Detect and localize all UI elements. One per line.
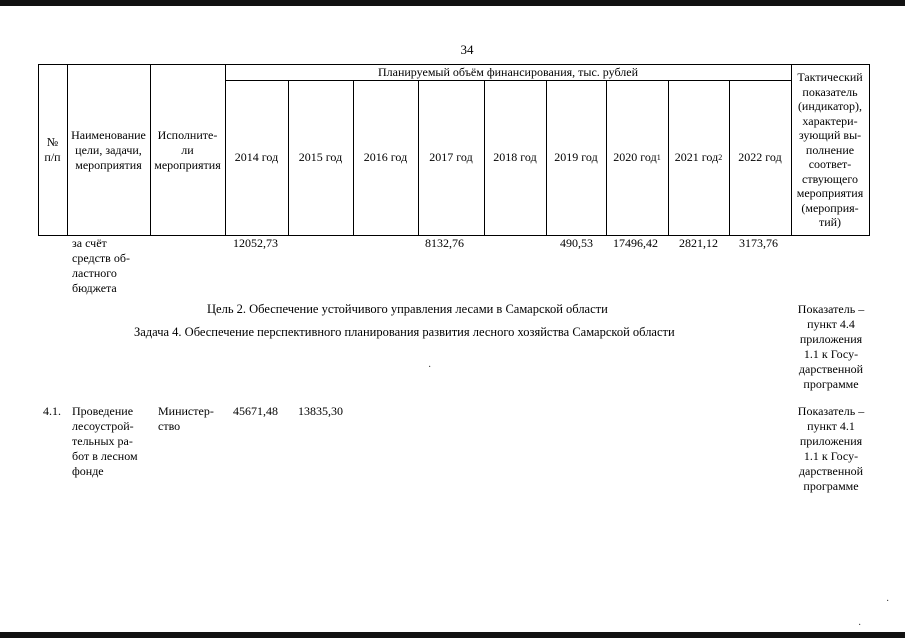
task-heading: Задача 4. Обеспечение перспективного планирования развития лесного хозяйства Самарской области: [134, 325, 675, 339]
year-2021: 2021 год 2: [674, 150, 723, 164]
item-value-2014: 45671,48: [233, 404, 278, 418]
year-2022: 2022 год: [738, 150, 782, 164]
budget-2021: 2821,12: [679, 236, 718, 250]
header-executor: Исполните- ли мероприятия: [154, 127, 221, 172]
scan-speck: ·: [428, 362, 432, 373]
item-name: Проведение лесоустрой- тельных ра- бот в лесном фонде: [72, 404, 138, 478]
year-2020: 2020 год 1: [613, 150, 661, 164]
item-value-2015: 13835,30: [298, 404, 343, 418]
header-name: Наименование цели, задачи, мероприятия: [71, 127, 146, 172]
scan-bottom-edge: [0, 632, 905, 638]
year-2014: 2014 год: [234, 150, 279, 164]
page-number: 34: [460, 42, 474, 57]
year-2019: 2019 год: [554, 150, 598, 164]
budget-row-label: за счёт средств об- ластного бюджета: [72, 236, 130, 295]
item-indicator: Показатель – пункт 4.1 приложения 1.1 к Госу- дарственной программе: [797, 404, 865, 493]
header-number: № п/п: [44, 135, 61, 164]
budget-2020: 17496,42: [613, 236, 658, 250]
budget-2022: 3173,76: [739, 236, 778, 250]
budget-2019: 490,53: [560, 236, 593, 250]
header-indicator: Тактический показатель (индикатор), характери- зующий вы- полнение соответ- ствующего мероприятия (мероприя- тий): [796, 70, 864, 230]
year-2016: 2016 год: [363, 150, 408, 164]
year-2018: 2018 год: [493, 150, 537, 164]
item-executor: Министер- ство: [158, 404, 214, 433]
scan-speck: ·: [858, 620, 862, 631]
task-indicator: Показатель – пункт 4.4 приложения 1.1 к Госу- дарственной программе: [797, 302, 865, 391]
year-2015: 2015 год: [298, 150, 343, 164]
budget-2014: 12052,73: [233, 236, 278, 250]
header-funding-title: Планируемый объём финансирования, тыс. рублей: [377, 64, 638, 79]
goal-heading: Цель 2. Обеспечение устойчивого управления лесами в Самарской области: [207, 302, 608, 316]
budget-2017: 8132,76: [425, 236, 464, 250]
scan-speck: ·: [886, 596, 890, 607]
scan-top-edge: [0, 0, 905, 6]
year-2017: 2017 год: [429, 150, 473, 164]
item-number: 4.1.: [43, 404, 61, 418]
